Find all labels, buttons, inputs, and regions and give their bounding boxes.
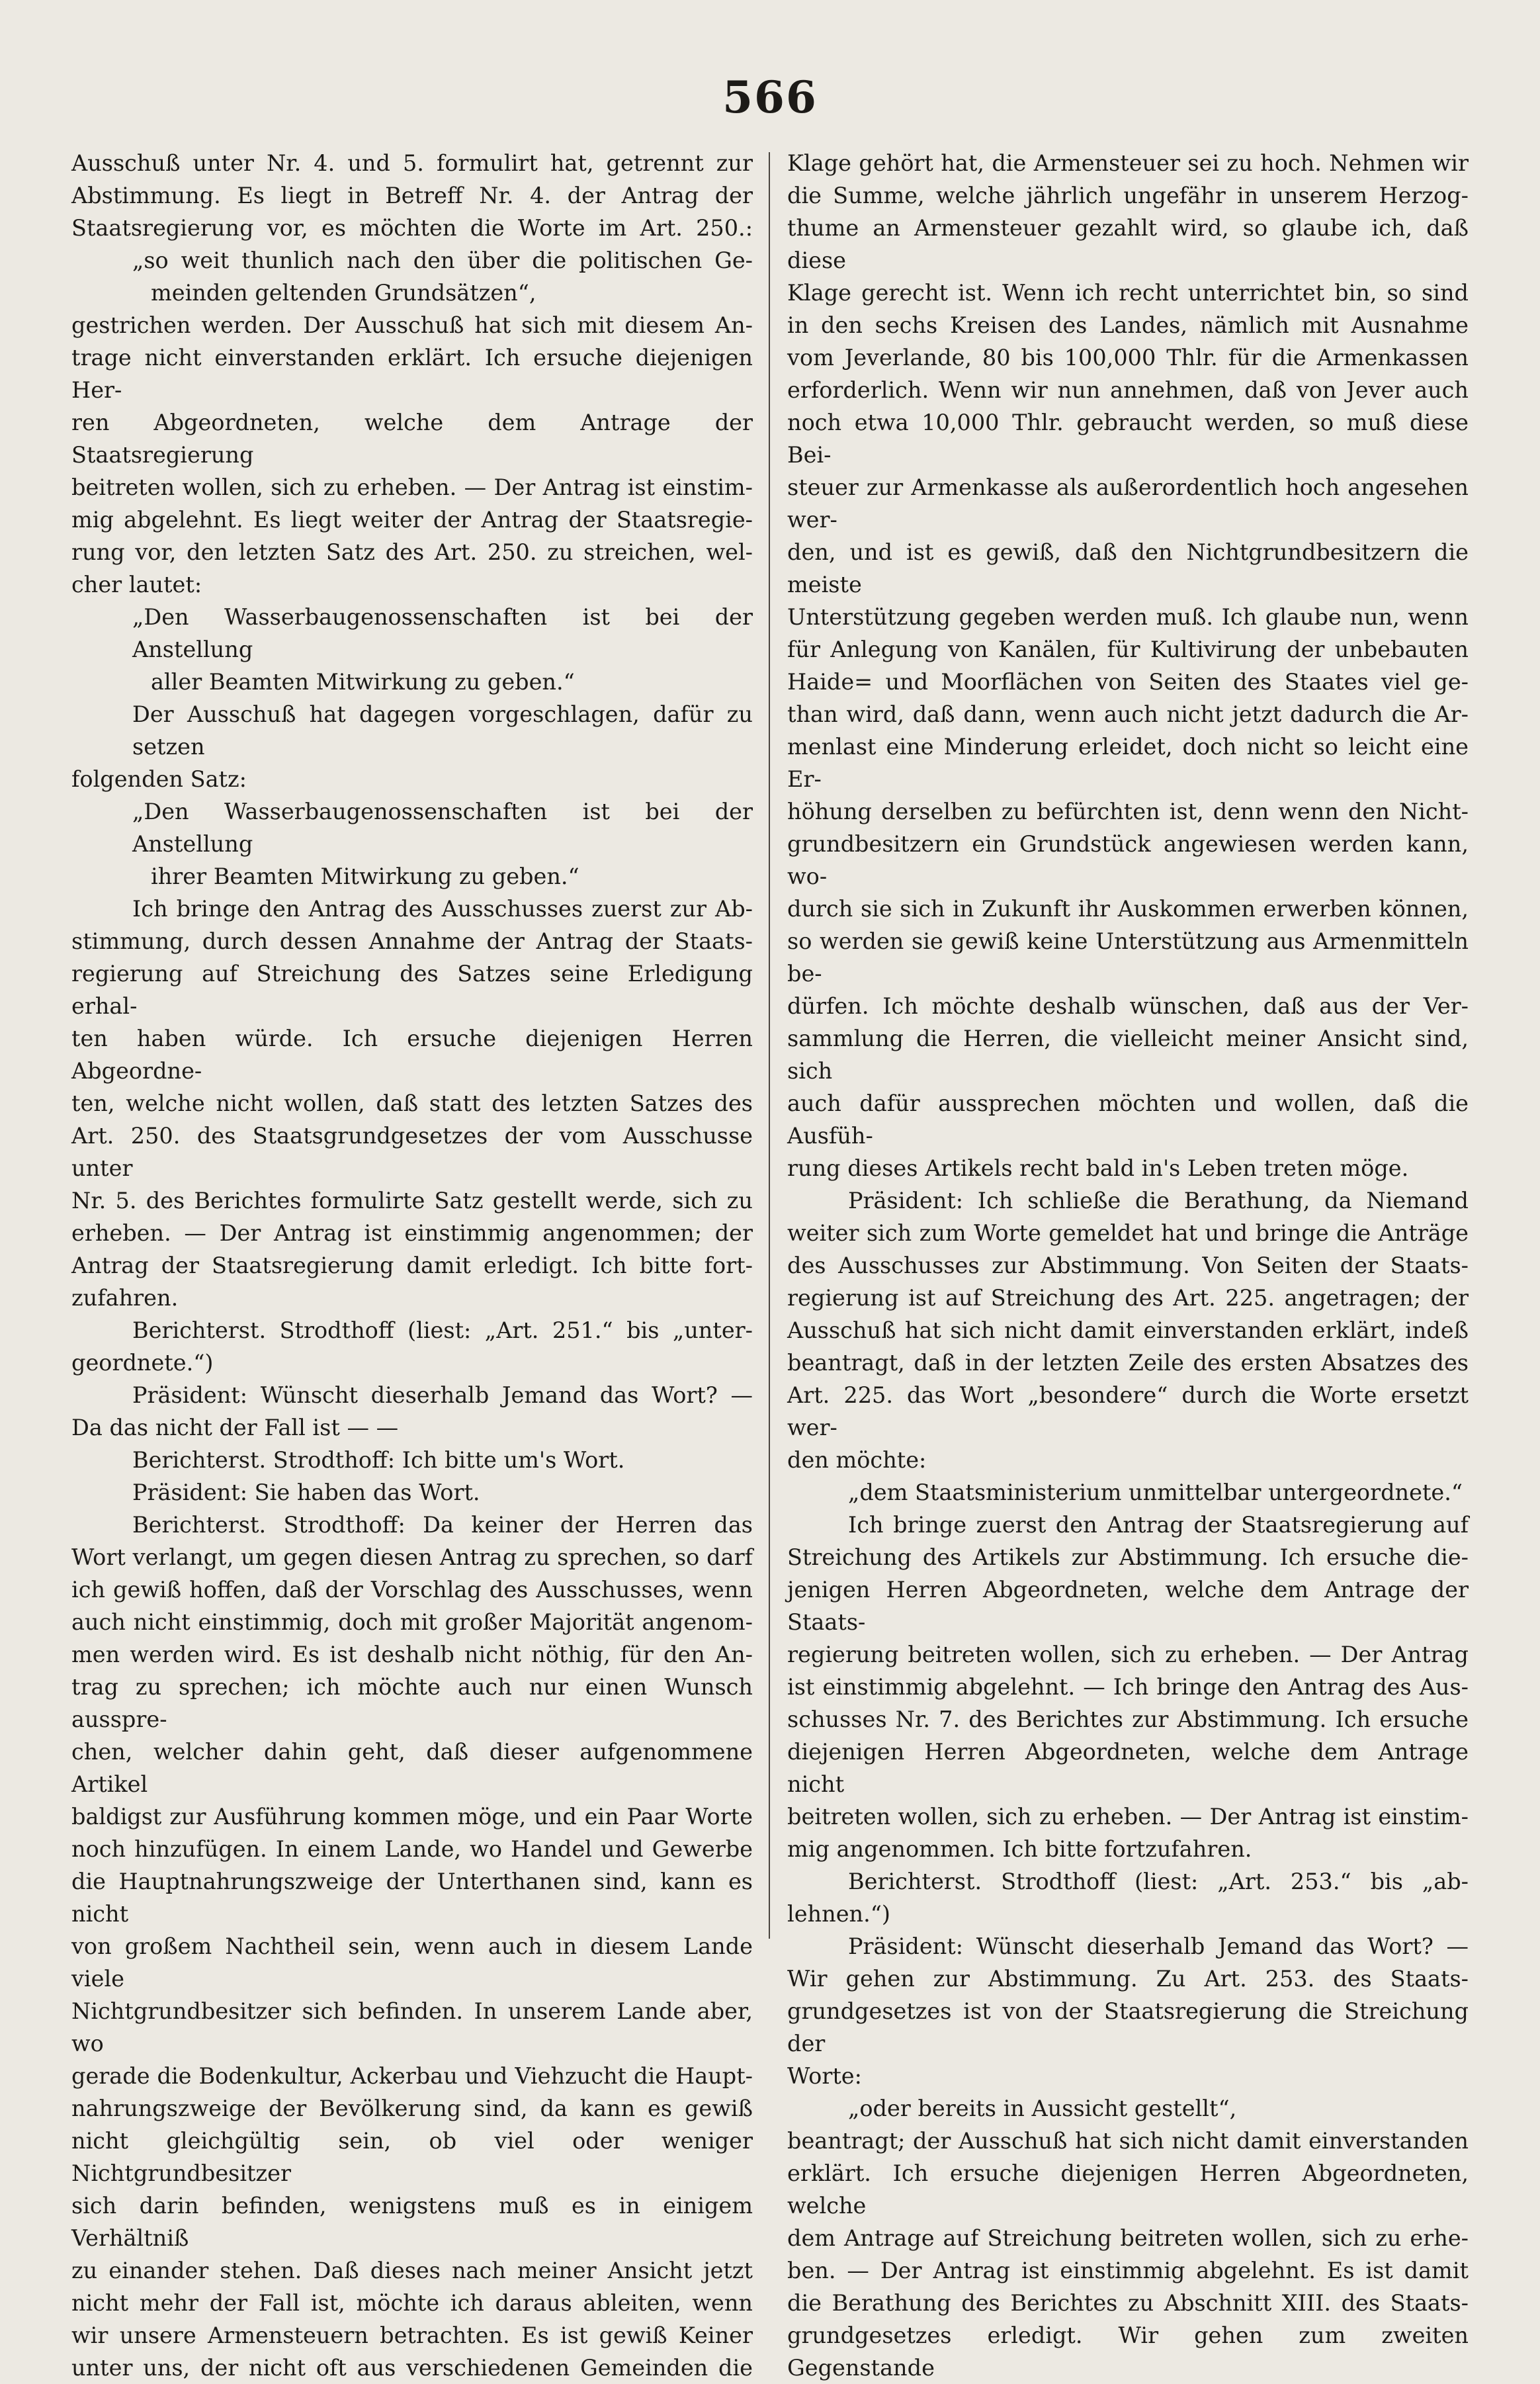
text-line: stimmung, durch dessen Annahme der Antrag der Staats-	[71, 928, 753, 954]
text-line: baldigst zur Ausführung kommen möge, und ein Paar Worte	[71, 1804, 753, 1830]
text-line: Ausschuß hat sich nicht damit einverstanden erklärt, indeß	[787, 1317, 1469, 1343]
text-line: rung dieses Artikels recht bald in's Leben treten möge.	[787, 1155, 1409, 1181]
text-line: trag zu sprechen; ich möchte auch nur einen Wunsch ausspre-	[71, 1674, 753, 1732]
text-line: menlast eine Minderung erleidet, doch nicht so leicht eine Er-	[787, 734, 1469, 792]
text-line: des Ausschusses zur Abstimmung. Von Seiten der Staats-	[787, 1253, 1469, 1278]
text-line: mig angenommen. Ich bitte fortzufahren.	[787, 1836, 1252, 1862]
text-line: men werden wird. Es ist deshalb nicht nöthig, für den An-	[71, 1642, 753, 1667]
text-line: ich gewiß hoffen, daß der Vorschlag des Ausschusses, wenn	[71, 1577, 753, 1603]
text-line: Präsident: Wünscht dieserhalb Jemand das Wort? —	[132, 1382, 753, 1408]
text-line: durch sie sich in Zukunft ihr Auskommen erwerben können,	[787, 896, 1469, 922]
text-line: Da das nicht der Fall ist — —	[71, 1415, 399, 1440]
text-line: grundgesetzes ist von der Staatsregierung die Streichung der	[787, 1998, 1469, 2056]
text-line: Art. 250. des Staatsgrundgesetzes der vom Ausschusse unter	[71, 1123, 753, 1181]
text-line: aller Beamten Mitwirkung zu geben.“	[151, 669, 575, 695]
text-line: Ich bringe zuerst den Antrag der Staatsregierung auf	[848, 1512, 1469, 1538]
text-line: Der Ausschuß hat dagegen vorgeschlagen, dafür zu setzen	[132, 701, 753, 760]
text-line: mig abgelehnt. Es liegt weiter der Antrag der Staatsregie-	[71, 507, 753, 533]
text-line: Berichterst. Strodthoff: Da keiner der Herren das	[132, 1512, 753, 1538]
text-line: „Den Wasserbaugenossenschaften ist bei der Anstellung	[132, 604, 753, 662]
text-line: geordnete.“)	[71, 1350, 214, 1376]
text-line: gerade die Bodenkultur, Ackerbau und Viehzucht die Haupt-	[71, 2063, 753, 2089]
text-line: erforderlich. Wenn wir nun annehmen, daß von Jever auch	[787, 377, 1469, 403]
text-line: nicht gleichgültig sein, ob viel oder weniger Nichtgrundbesitzer	[71, 2128, 753, 2186]
text-line: sammlung die Herren, die vielleicht meiner Ansicht sind, sich	[787, 1026, 1469, 1084]
text-line: Präsident: Sie haben das Wort.	[132, 1479, 480, 1505]
text-line: wir unsere Armensteuern betrachten. Es ist gewiß Keiner	[71, 2322, 753, 2348]
text-line: Haide= und Moorflächen von Seiten des Staates viel ge-	[787, 669, 1469, 695]
text-line: ten, welche nicht wollen, daß statt des letzten Satzes des	[71, 1090, 753, 1116]
text-line: auch dafür aussprechen möchten und wollen, daß die Ausfüh-	[787, 1090, 1469, 1149]
text-line: ben. — Der Antrag ist einstimmig abgelehnt. Es ist damit	[787, 2258, 1469, 2283]
text-line: thume an Armensteuer gezahlt wird, so glaube ich, daß diese	[787, 215, 1469, 273]
text-line: folgenden Satz:	[71, 766, 247, 792]
text-line: regierung ist auf Streichung des Art. 225. angetragen; der	[787, 1285, 1469, 1311]
text-line: von großem Nachtheil sein, wenn auch in diesem Lande viele	[71, 1933, 753, 1992]
text-line: vom Jeverlande, 80 bis 100,000 Thlr. für die Armenkassen	[787, 345, 1469, 371]
text-line: Klage gehört hat, die Armensteuer sei zu hoch. Nehmen wir	[787, 150, 1469, 176]
text-line: schusses Nr. 7. des Berichtes zur Abstimmung. Ich ersuche	[787, 1706, 1469, 1732]
text-line: ihrer Beamten Mitwirkung zu geben.“	[151, 863, 579, 889]
text-line: diejenigen Herren Abgeordneten, welche dem Antrage nicht	[787, 1739, 1469, 1797]
text-line: beantragt, daß in der letzten Zeile des ersten Absatzes des	[787, 1350, 1469, 1376]
text-line: ist einstimmig abgelehnt. — Ich bringe den Antrag des Aus-	[787, 1674, 1469, 1700]
text-line: Staatsregierung vor, es möchten die Worte im Art. 250.:	[71, 215, 753, 241]
text-line: die Hauptnahrungszweige der Unterthanen sind, kann es nicht	[71, 1869, 753, 1927]
text-line: erheben. — Der Antrag ist einstimmig angenommen; der	[71, 1220, 753, 1246]
text-line: „so weit thunlich nach den über die politischen Ge-	[132, 247, 753, 273]
text-line: Wir gehen zur Abstimmung. Zu Art. 253. des Staats-	[787, 1966, 1469, 1992]
text-line: weiter sich zum Worte gemeldet hat und bringe die Anträge	[787, 1220, 1469, 1246]
text-line: zu einander stehen. Daß dieses nach meiner Ansicht jetzt	[71, 2258, 753, 2283]
text-line: jenigen Herren Abgeordneten, welche dem Antrage der Staats-	[787, 1577, 1469, 1635]
text-line: nicht mehr der Fall ist, möchte ich daraus ableiten, wenn	[71, 2290, 753, 2316]
text-line: noch etwa 10,000 Thlr. gebraucht werden, so muß diese Bei-	[787, 410, 1469, 468]
text-line: ten haben würde. Ich ersuche diejenigen Herren Abgeordne-	[71, 1026, 753, 1084]
text-line: unter uns, der nicht oft aus verschiedenen Gemeinden die	[71, 2355, 753, 2381]
text-line: Präsident: Wünscht dieserhalb Jemand das Wort? —	[848, 1933, 1469, 1959]
left-column	[71, 147, 753, 2384]
text-line: auch nicht einstimmig, doch mit großer Majorität angenom-	[71, 1609, 753, 1635]
text-line: Nr. 5. des Berichtes formulirte Satz gestellt werde, sich zu	[71, 1188, 753, 1214]
text-line: Wort verlangt, um gegen diesen Antrag zu sprechen, so darf	[71, 1544, 753, 1570]
text-line: noch hinzufügen. In einem Lande, wo Handel und Gewerbe	[71, 1836, 753, 1862]
text-line: „oder bereits in Aussicht gestellt“,	[848, 2096, 1237, 2121]
text-line: trage nicht einverstanden erklärt. Ich ersuche diejenigen Her-	[71, 345, 753, 403]
text-line: „dem Staatsministerium unmittelbar untergeordnete.“	[848, 1479, 1463, 1505]
text-line: nahrungszweige der Bevölkerung sind, da kann es gewiß	[71, 2096, 753, 2121]
text-line: gestrichen werden. Der Ausschuß hat sich mit diesem An-	[71, 312, 753, 338]
text-line: Worte:	[787, 2063, 862, 2089]
text-line: meinden geltenden Grundsätzen“,	[151, 280, 536, 306]
text-line: than wird, daß dann, wenn auch nicht jetzt dadurch die Ar-	[787, 701, 1469, 727]
text-line: Berichterst. Strodthoff (liest: „Art. 253.“ bis „ab-	[848, 1869, 1469, 1894]
text-line: in den sechs Kreisen des Landes, nämlich mit Ausnahme	[787, 312, 1469, 338]
text-line: Art. 225. das Wort „besondere“ durch die Worte ersetzt wer-	[787, 1382, 1469, 1440]
text-line: erklärt. Ich ersuche diejenigen Herren Abgeordneten, welche	[787, 2160, 1469, 2219]
page-number: 566	[722, 71, 818, 123]
text-line: höhung derselben zu befürchten ist, denn wenn den Nicht-	[787, 799, 1469, 824]
text-line: die Berathung des Berichtes zu Abschnitt XIII. des Staats-	[787, 2290, 1469, 2316]
text-line: dem Antrage auf Streichung beitreten wollen, sich zu erhe-	[787, 2225, 1469, 2251]
text-line: Berichterst. Strodthoff (liest: „Art. 251.“ bis „unter-	[132, 1317, 753, 1343]
text-line: so werden sie gewiß keine Unterstützung aus Armenmitteln be-	[787, 928, 1469, 987]
text-line: Antrag der Staatsregierung damit erledigt. Ich bitte fort-	[71, 1253, 753, 1278]
text-line: zufahren.	[71, 1285, 179, 1311]
text-line: beitreten wollen, sich zu erheben. — Der Antrag ist einstim-	[71, 474, 753, 500]
text-line: Unterstützung gegeben werden muß. Ich glaube nun, wenn	[787, 604, 1469, 630]
text-line: den möchte:	[787, 1447, 927, 1473]
text-line: steuer zur Armenkasse als außerordentlich hoch angesehen wer-	[787, 474, 1469, 533]
text-line: beitreten wollen, sich zu erheben. — Der Antrag ist einstim-	[787, 1804, 1469, 1830]
text-line: lehnen.“)	[787, 1901, 890, 1927]
text-line: cher lautet:	[71, 572, 202, 597]
text-line: Ich bringe den Antrag des Ausschusses zuerst zur Ab-	[132, 896, 753, 922]
text-line: sich darin befinden, wenigstens muß es in einigem Verhältniß	[71, 2193, 753, 2251]
text-line: rung vor, den letzten Satz des Art. 250. zu streichen, wel-	[71, 539, 753, 565]
text-line: Nichtgrundbesitzer sich befinden. In unserem Lande aber, wo	[71, 1998, 753, 2056]
text-line: grundbesitzern ein Grundstück angewiesen werden kann, wo-	[787, 831, 1469, 889]
text-line: chen, welcher dahin geht, daß dieser aufgenommene Artikel	[71, 1739, 753, 1797]
text-line: „Den Wasserbaugenossenschaften ist bei der Anstellung	[132, 799, 753, 857]
column-divider	[769, 152, 770, 1939]
text-line: die Summe, welche jährlich ungefähr in unserem Herzog-	[787, 183, 1469, 208]
right-column	[787, 147, 1469, 2384]
text-line: grundgesetzes erledigt. Wir gehen zum zweiten Gegenstande	[787, 2322, 1469, 2381]
text-line: Abstimmung. Es liegt in Betreff Nr. 4. der Antrag der	[71, 183, 753, 208]
text-line: Berichterst. Strodthoff: Ich bitte um's Wort.	[132, 1447, 625, 1473]
text-line: regierung beitreten wollen, sich zu erheben. — Der Antrag	[787, 1642, 1469, 1667]
text-line: Klage gerecht ist. Wenn ich recht unterrichtet bin, so sind	[787, 280, 1469, 306]
text-line: den, und ist es gewiß, daß den Nichtgrundbesitzern die meiste	[787, 539, 1469, 597]
text-line: für Anlegung von Kanälen, für Kultivirung der unbebauten	[787, 637, 1469, 662]
text-line: Präsident: Ich schließe die Berathung, da Niemand	[848, 1188, 1469, 1214]
text-line: Ausschuß unter Nr. 4. und 5. formulirt hat, getrennt zur	[71, 150, 753, 176]
text-line: ren Abgeordneten, welche dem Antrage der Staatsregierung	[71, 410, 753, 468]
text-line: beantragt; der Ausschuß hat sich nicht damit einverstanden	[787, 2128, 1469, 2154]
text-line: Streichung des Artikels zur Abstimmung. Ich ersuche die-	[787, 1544, 1469, 1570]
text-line: regierung auf Streichung des Satzes seine Erledigung erhal-	[71, 961, 753, 1019]
text-line: dürfen. Ich möchte deshalb wünschen, daß aus der Ver-	[787, 993, 1469, 1019]
